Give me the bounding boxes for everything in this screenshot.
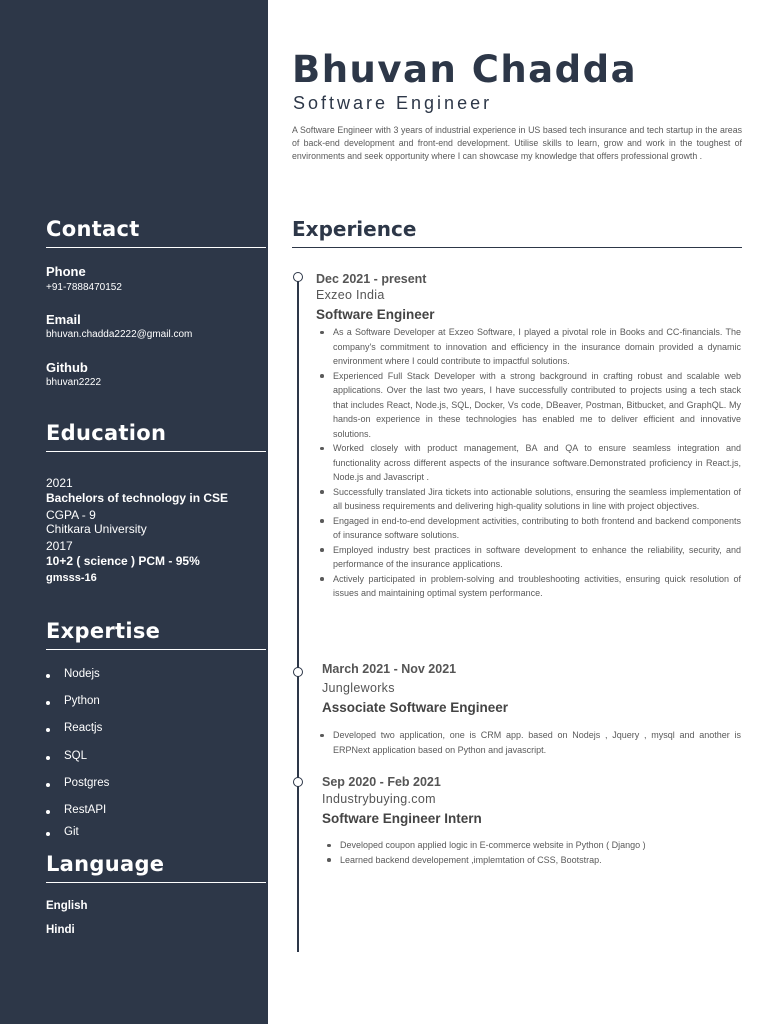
- job-company: Exzeo India: [316, 288, 385, 302]
- language-heading: Language: [46, 852, 266, 883]
- education-grade: CGPA - 9: [46, 508, 96, 522]
- job-company: Jungleworks: [322, 681, 395, 695]
- bullet-icon: [46, 810, 50, 814]
- timeline-dot-icon: [293, 272, 303, 282]
- phone-value[interactable]: +91-7888470152: [46, 282, 122, 293]
- list-item: Learned backend developement ,implemtation of CSS, Bootstrap.: [340, 853, 740, 868]
- bullet-icon: [46, 728, 50, 732]
- job-company: Industrybuying.com: [322, 792, 436, 806]
- email-label: Email: [46, 312, 81, 327]
- candidate-role: Software Engineer: [293, 93, 493, 113]
- job-date: Sep 2020 - Feb 2021: [322, 775, 441, 789]
- job-bullets: [333, 325, 741, 601]
- job-date: March 2021 - Nov 2021: [322, 662, 457, 676]
- bullet-icon: [46, 701, 50, 705]
- timeline-dot-icon: [293, 667, 303, 677]
- list-item: Actively participated in problem-solving and troubleshooting activities, ensuring quick resolution of issues and maintaining optimal system performance.: [333, 572, 741, 601]
- language-item: Hindi: [46, 924, 75, 936]
- job-bullets: [333, 728, 741, 757]
- job-bullets: [340, 838, 740, 867]
- github-value[interactable]: bhuvan2222: [46, 377, 102, 388]
- list-item: Developed coupon applied logic in E-commerce website in Python ( Django ): [340, 838, 740, 853]
- phone-label: Phone: [46, 264, 86, 279]
- email-value[interactable]: bhuvan.chadda2222@gmail.com: [46, 329, 193, 340]
- education-year: 2021: [46, 476, 73, 490]
- education-heading: Education: [46, 421, 266, 452]
- contact-heading: Contact: [46, 217, 266, 248]
- list-item: Successfully translated Jira tickets into actionable solutions, ensuring the seamless implementation of all business requirements and delivering high-quality solutions in line with project objectives.: [333, 485, 741, 514]
- education-degree: Bachelors of technology in CSE: [46, 491, 229, 505]
- bullet-icon: [46, 674, 50, 678]
- profile-summary: A Software Engineer with 3 years of industrial experience in US based tech insurance and tech startup in the areas of back-end development and front-end development. Utilise skills to learn, grow and work in the toughest of environments and seek opportunity where I can showcase my knowledge that offers professional growth .: [292, 125, 742, 161]
- job-date: Dec 2021 - present: [316, 272, 427, 286]
- bullet-icon: [46, 832, 50, 836]
- timeline-dot-icon: [293, 777, 303, 787]
- list-item: Developed two application, one is CRM app. based on Nodejs , Jquery , mysql and another is ERPNext application based on Python and javascript.: [333, 728, 741, 757]
- list-item: As a Software Developer at Exzeo Software, I played a pivotal role in Books and CC-financials. The company's commitment to innovation and efficiency in the insurance domain provided a dynamic environment where I could contribute to impactful solutions.: [333, 325, 741, 369]
- language-item: English: [46, 900, 88, 912]
- github-label: Github: [46, 360, 88, 375]
- sidebar: Contact Phone +91-7888470152 Email bhuvan.chadda2222@gmail.com Github bhuvan2222 Education 2021 Bachelors of technology in CSE CGPA - 9 Chitkara University 2017 10+2 ( science ) PCM - 95% gmsss-16 Expertise Nodejs Python Reactjs SQL Postgres RestAPI Git Language English Hindi: [0, 0, 268, 1024]
- bullet-icon: [46, 756, 50, 760]
- job-title: Software Engineer: [316, 307, 435, 322]
- bullet-icon: [46, 783, 50, 787]
- list-item: Experienced Full Stack Developer with a strong background in crafting robust and scalable web applications. Over the last two years, I have successfully contributed to projects using a tech stack that includes React, Node.js, SQL, Docker, Vs code, DBeaver, Postman, Bitbucket, and GraphQL. My hands-on experience in these technologies has enabled me to deliver efficient and innovative solutions.: [333, 369, 741, 442]
- list-item: Employed industry best practices in software development to enhance the reliability, security, and performance of the insurance applications.: [333, 543, 741, 572]
- education-degree: 10+2 ( science ) PCM - 95%: [46, 554, 200, 568]
- experience-heading: Experience: [292, 217, 742, 248]
- timeline-line: [297, 276, 299, 952]
- education-institution: Chitkara University: [46, 522, 147, 536]
- job-title: Software Engineer Intern: [322, 811, 482, 826]
- education-institution: gmsss-16: [46, 572, 97, 584]
- candidate-name: Bhuvan Chadda: [292, 48, 638, 91]
- list-item: Worked closely with product management, BA and QA to ensure seamless integration and functionality across different aspects of the insurance software.Demonstrated proficiency in React.js, Node.js and Javascript .: [333, 441, 741, 485]
- education-year: 2017: [46, 539, 73, 553]
- job-title: Associate Software Engineer: [322, 700, 509, 715]
- list-item: Engaged in end-to-end development activities, contributing to both frontend and backend components of insurance software solutions.: [333, 514, 741, 543]
- expertise-heading: Expertise: [46, 619, 266, 650]
